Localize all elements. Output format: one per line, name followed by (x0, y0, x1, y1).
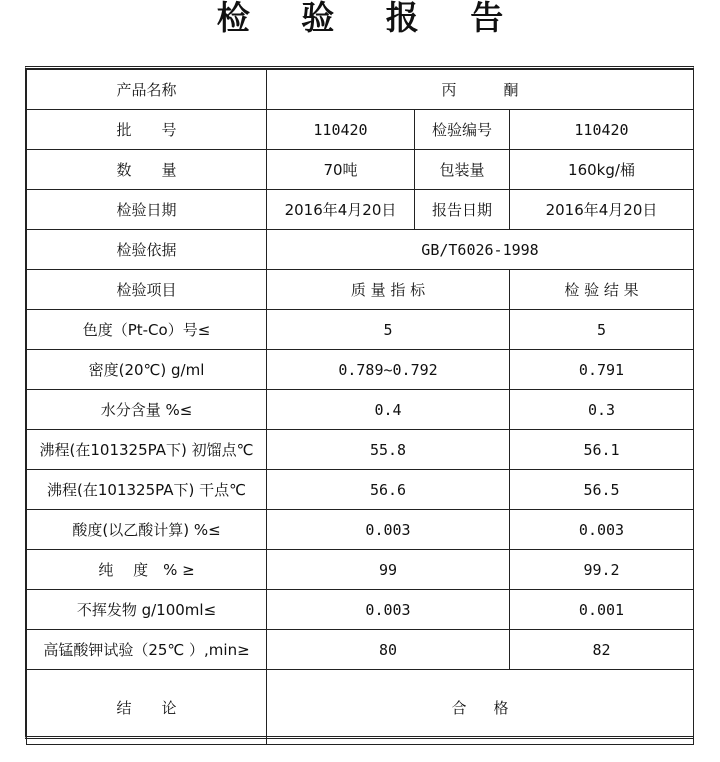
report-date-value: 2016年4月20日 (510, 190, 694, 230)
item-result: 0.001 (510, 590, 694, 630)
product-name-label: 产品名称 (27, 70, 267, 110)
item-name: 高锰酸钾试验（25℃ ）,min≥ (27, 630, 267, 670)
item-name: 纯 度 % ≥ (27, 550, 267, 590)
item-result: 0.003 (510, 510, 694, 550)
table-row (27, 470, 694, 510)
report-frame (25, 66, 694, 739)
row-quantity (27, 150, 694, 190)
report-table (26, 69, 694, 745)
packaging-label: 包装量 (415, 150, 510, 190)
item-spec: 55.8 (267, 430, 510, 470)
item-spec: 56.6 (267, 470, 510, 510)
item-result: 5 (510, 310, 694, 350)
conclusion-label: 结 论 (27, 670, 267, 745)
conclusion-value: 合 格 (267, 670, 694, 745)
row-conclusion (27, 670, 694, 745)
item-spec: 0.4 (267, 390, 510, 430)
item-name: 沸程(在101325PA下) 干点℃ (27, 470, 267, 510)
row-basis (27, 230, 694, 270)
item-result: 56.1 (510, 430, 694, 470)
item-spec: 0.003 (267, 510, 510, 550)
item-name: 色度（Pt-Co）号≤ (27, 310, 267, 350)
batch-number-value: 110420 (267, 110, 415, 150)
table-row (27, 430, 694, 470)
item-result: 82 (510, 630, 694, 670)
packaging-value: 160kg/桶 (510, 150, 694, 190)
item-result: 0.3 (510, 390, 694, 430)
report-date-label: 报告日期 (415, 190, 510, 230)
inspection-date-label: 检验日期 (27, 190, 267, 230)
table-row (27, 350, 694, 390)
row-header (27, 270, 694, 310)
table-row (27, 510, 694, 550)
item-column-header: 检验项目 (27, 270, 267, 310)
item-result: 56.5 (510, 470, 694, 510)
inspection-basis-value: GB/T6026-1998 (267, 230, 694, 270)
item-name: 密度(20℃) g/ml (27, 350, 267, 390)
item-result: 99.2 (510, 550, 694, 590)
inspection-basis-label: 检验依据 (27, 230, 267, 270)
inspection-date-value: 2016年4月20日 (267, 190, 415, 230)
table-row (27, 310, 694, 350)
inspection-number-value: 110420 (510, 110, 694, 150)
item-name: 不挥发物 g/100ml≤ (27, 590, 267, 630)
quantity-label: 数 量 (27, 150, 267, 190)
item-spec: 5 (267, 310, 510, 350)
item-spec: 80 (267, 630, 510, 670)
table-row (27, 590, 694, 630)
row-dates (27, 190, 694, 230)
item-spec: 0.789~0.792 (267, 350, 510, 390)
batch-number-label: 批 号 (27, 110, 267, 150)
row-product (27, 70, 694, 110)
inspection-number-label: 检验编号 (415, 110, 510, 150)
item-spec: 0.003 (267, 590, 510, 630)
quantity-value: 70吨 (267, 150, 415, 190)
table-row (27, 550, 694, 590)
item-name: 水分含量 %≤ (27, 390, 267, 430)
row-batch (27, 110, 694, 150)
spec-column-header: 质 量 指 标 (267, 270, 510, 310)
table-row (27, 390, 694, 430)
result-column-header: 检 验 结 果 (510, 270, 694, 310)
report-title: 检 验 报 告 (216, 0, 524, 37)
product-name-value: 丙 酮 (267, 70, 694, 110)
item-spec: 99 (267, 550, 510, 590)
item-result: 0.791 (510, 350, 694, 390)
item-name: 沸程(在101325PA下) 初馏点℃ (27, 430, 267, 470)
item-name: 酸度(以乙酸计算) %≤ (27, 510, 267, 550)
table-row (27, 630, 694, 670)
